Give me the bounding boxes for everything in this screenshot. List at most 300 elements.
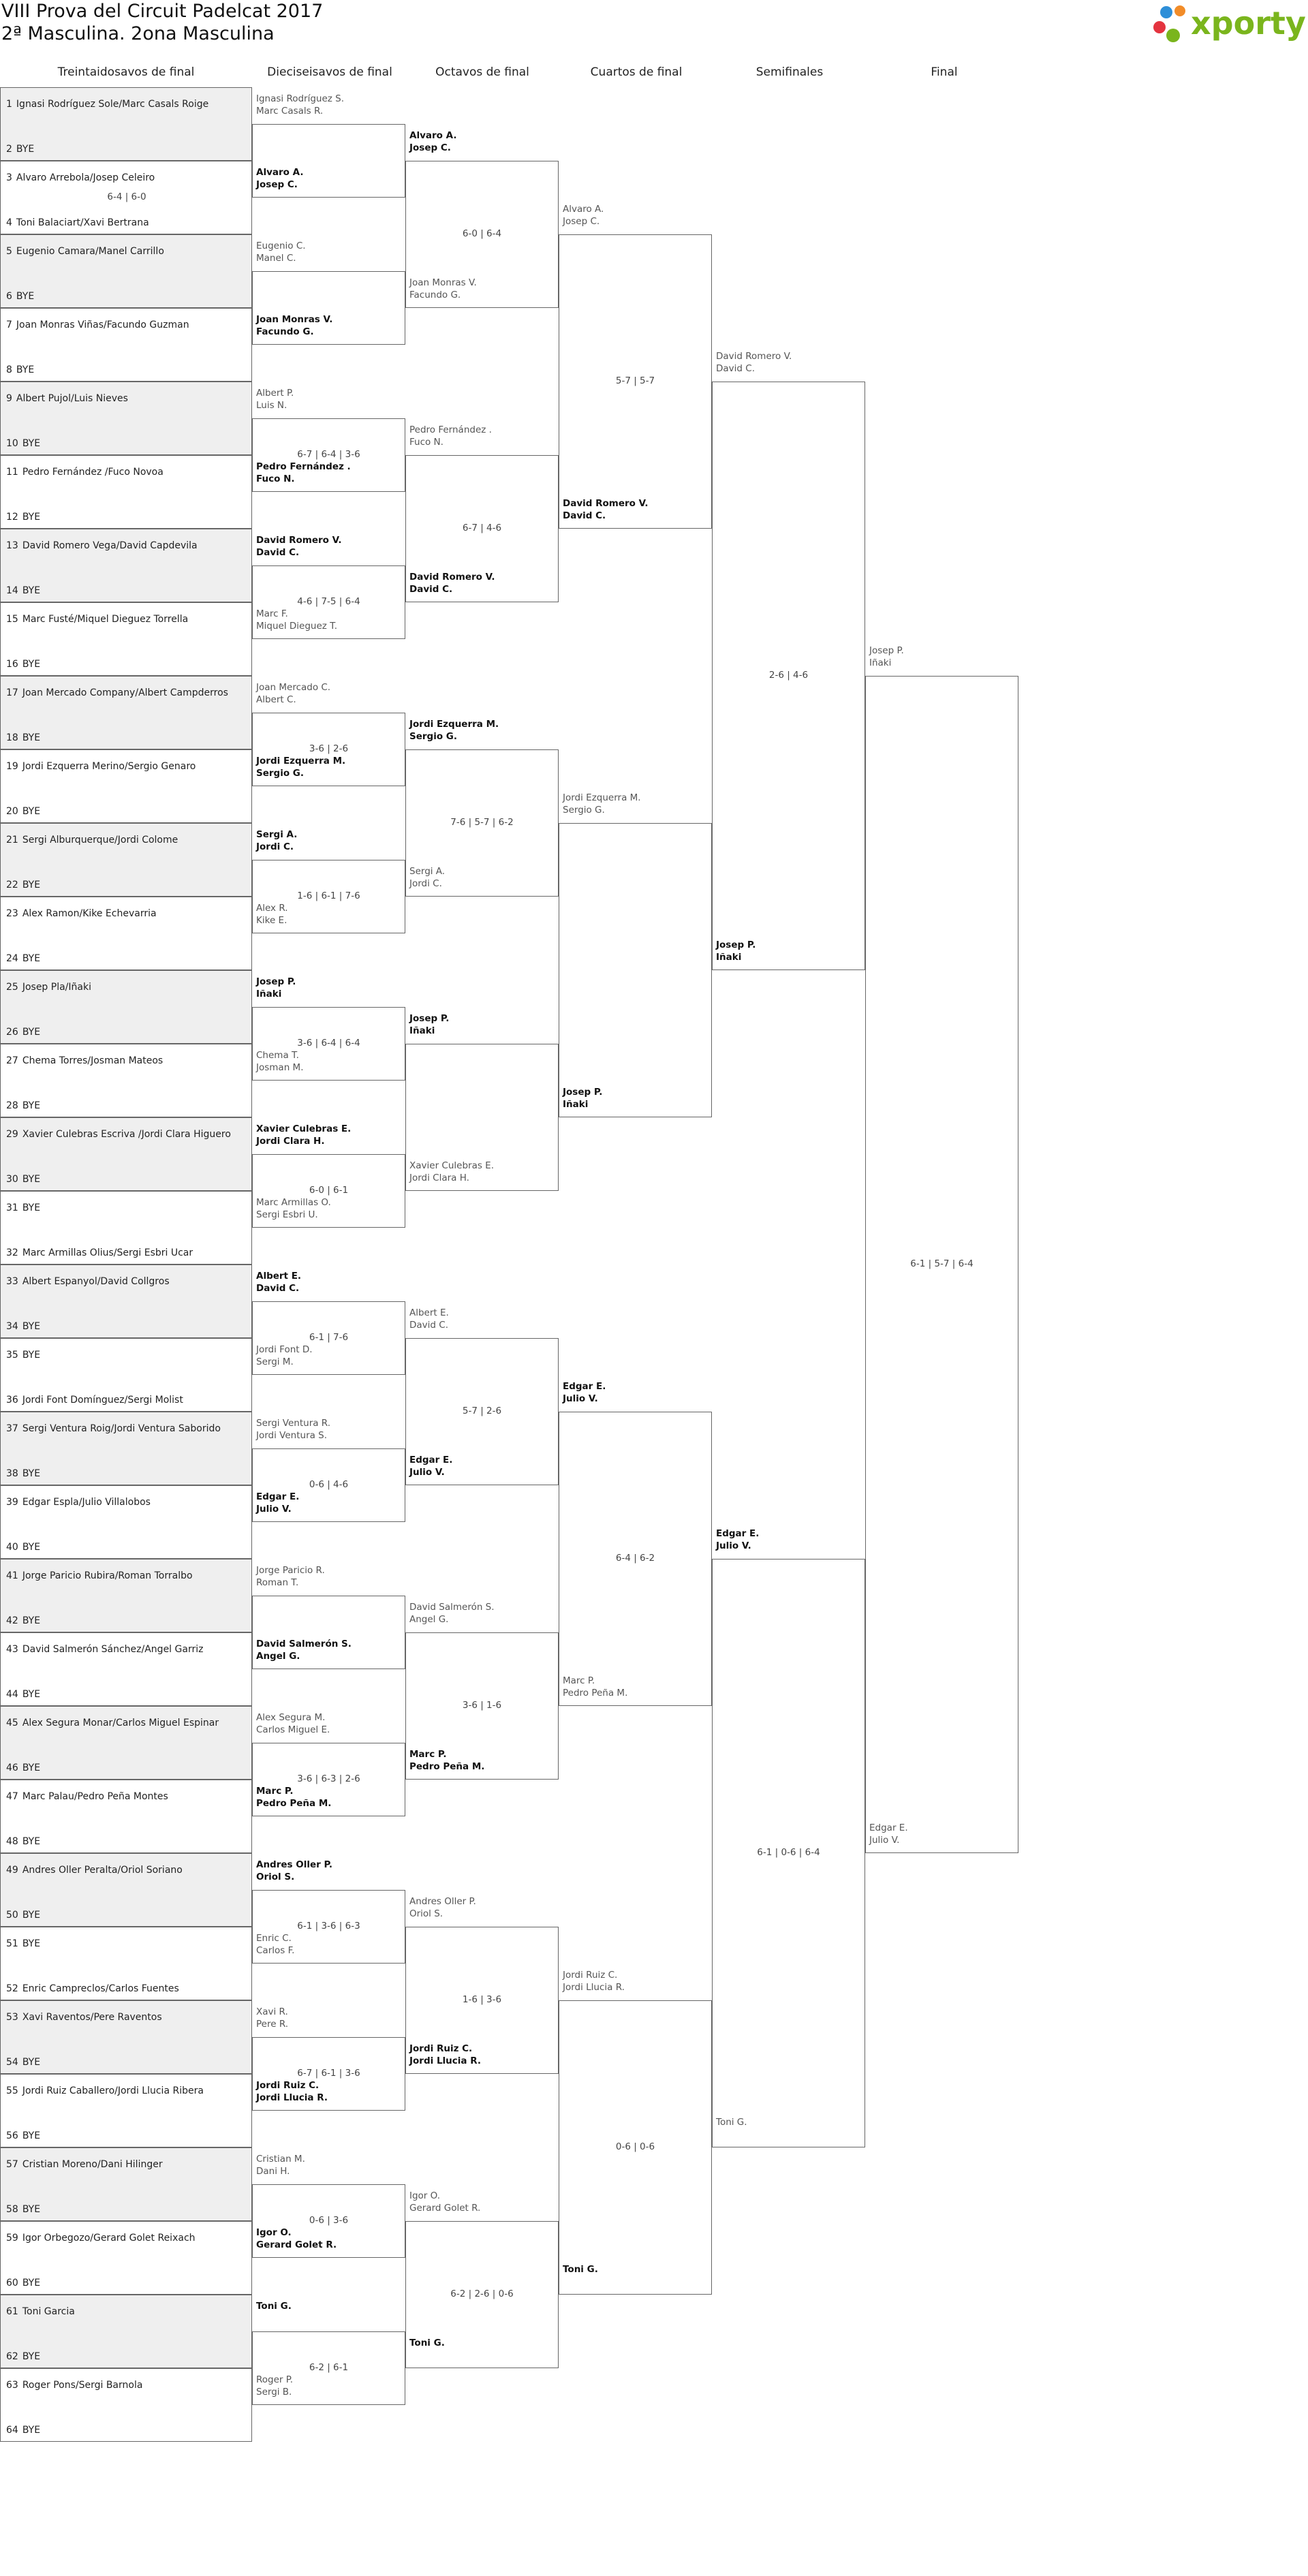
slot-entry bbox=[6, 291, 34, 302]
slot-entry bbox=[6, 1468, 40, 1479]
seed-number: 57 bbox=[6, 2159, 18, 2170]
slot-entry bbox=[6, 2012, 162, 2023]
slot-entry bbox=[6, 2278, 40, 2288]
first-round-slot bbox=[0, 1927, 252, 2000]
team-bottom: Marc P. Pedro Peña M. bbox=[409, 1749, 485, 1772]
team-name: BYE bbox=[22, 1100, 41, 1111]
round-header: Octavos de final bbox=[435, 65, 529, 79]
slot-entry bbox=[6, 1395, 183, 1406]
team-bottom: David Salmerón S. Angel G. bbox=[256, 1639, 352, 1662]
team-top: Jordi Ezquerra M. Sergio G. bbox=[563, 792, 641, 816]
slot-entry bbox=[6, 2233, 196, 2244]
slot-entry bbox=[6, 2130, 40, 2141]
first-round-slot bbox=[0, 897, 252, 970]
team-name: Jorge Paricio Rubira/Roman Torralbo bbox=[22, 1570, 193, 1581]
team-name: Alex Ramon/Kike Echevarria bbox=[22, 908, 157, 919]
match-score: 6-1 | 0-6 | 6-4 bbox=[757, 1847, 820, 1858]
team-bottom: David Romero V. David C. bbox=[563, 498, 649, 521]
team-name: Xavi Raventos/Pere Raventos bbox=[22, 2012, 162, 2023]
team-bottom: Edgar E. Julio V. bbox=[256, 1491, 300, 1515]
match-score: 5-7 | 5-7 bbox=[615, 375, 655, 386]
team-top: Cristian M. Dani H. bbox=[256, 2154, 305, 2177]
team-name: BYE bbox=[22, 1689, 41, 1700]
match-score: 6-1 | 7-6 bbox=[309, 1332, 349, 1343]
match-score: 6-7 | 4-6 bbox=[462, 523, 502, 533]
slot-entry bbox=[6, 982, 91, 993]
team-name: Alvaro Arrebola/Josep Celeiro bbox=[16, 172, 155, 183]
team-name: Marc Palau/Pedro Peña Montes bbox=[22, 1791, 168, 1802]
team-bottom: Jordi Ruiz C. Jordi Llucia R. bbox=[409, 2043, 482, 2066]
team-name: BYE bbox=[22, 438, 41, 449]
seed-number: 35 bbox=[6, 1350, 18, 1361]
first-round-slot bbox=[0, 529, 252, 602]
slot-entry bbox=[6, 1055, 163, 1066]
team-top: Sergi Ventura R. Jordi Ventura S. bbox=[256, 1418, 331, 1441]
seed-number: 31 bbox=[6, 1202, 18, 1213]
team-name: BYE bbox=[22, 1027, 41, 1038]
slot-entry bbox=[6, 880, 40, 890]
first-round-slot bbox=[0, 749, 252, 823]
seed-number: 38 bbox=[6, 1468, 18, 1479]
round-header: Cuartos de final bbox=[590, 65, 683, 79]
first-round-slot bbox=[0, 676, 252, 749]
first-round-slot bbox=[0, 1117, 252, 1191]
team-name: BYE bbox=[22, 2204, 41, 2215]
team-bottom: Pedro Fernández . Fuco N. bbox=[256, 461, 351, 484]
slot-entry bbox=[6, 1276, 170, 1287]
slot-entry bbox=[6, 1497, 151, 1508]
team-name: Edgar Espla/Julio Villalobos bbox=[22, 1497, 151, 1508]
team-bottom: Igor O. Gerard Golet R. bbox=[256, 2227, 337, 2250]
seed-number: 58 bbox=[6, 2204, 18, 2215]
slot-entry bbox=[6, 1983, 179, 1994]
seed-number: 14 bbox=[6, 585, 18, 596]
slot-entry bbox=[6, 512, 40, 523]
seed-number: 13 bbox=[6, 540, 18, 551]
slot-entry bbox=[6, 2306, 75, 2317]
team-name: Jordi Ruiz Caballero/Jordi Llucia Ribera bbox=[22, 2085, 204, 2096]
team-bottom: Jordi Ruiz C. Jordi Llucia R. bbox=[256, 2080, 328, 2103]
slot-entry bbox=[6, 1542, 40, 1553]
first-round-slot bbox=[0, 2295, 252, 2368]
match-score: 6-4 | 6-2 bbox=[615, 1553, 655, 1564]
team-bottom: Edgar E. Julio V. bbox=[409, 1455, 453, 1478]
team-top: Edgar E. Julio V. bbox=[563, 1381, 606, 1404]
match-score: 6-2 | 6-1 bbox=[309, 2362, 349, 2373]
team-name: BYE bbox=[22, 2425, 41, 2436]
seed-number: 62 bbox=[6, 2351, 18, 2362]
slot-entry bbox=[6, 320, 189, 330]
slot-entry bbox=[6, 1938, 40, 1949]
match-score: 1-6 | 3-6 bbox=[462, 1994, 502, 2005]
team-top: Xavi R. Pere R. bbox=[256, 2006, 289, 2030]
seed-number: 54 bbox=[6, 2057, 18, 2068]
slot-entry bbox=[6, 2380, 142, 2391]
team-name: Enric Campreclos/Carlos Fuentes bbox=[22, 1983, 179, 1994]
seed-number: 59 bbox=[6, 2233, 18, 2244]
logo-dot-orange-icon bbox=[1174, 5, 1185, 16]
seed-number: 21 bbox=[6, 835, 18, 845]
slot-entry bbox=[6, 1615, 40, 1626]
seed-number: 60 bbox=[6, 2278, 18, 2288]
slot-entry bbox=[6, 2057, 40, 2068]
team-name: BYE bbox=[22, 806, 41, 817]
team-name: BYE bbox=[22, 2130, 41, 2141]
slot-entry bbox=[6, 467, 164, 478]
team-name: Xavier Culebras Escriva /Jordi Clara Higuero bbox=[22, 1129, 231, 1140]
team-name: BYE bbox=[22, 2351, 41, 2362]
team-top: Jorge Paricio R. Roman T. bbox=[256, 1565, 325, 1588]
slot-entry bbox=[6, 732, 40, 743]
seed-number: 45 bbox=[6, 1718, 18, 1728]
seed-number: 47 bbox=[6, 1791, 18, 1802]
team-top: Eugenio C. Manel C. bbox=[256, 240, 306, 264]
slot-entry bbox=[6, 1100, 40, 1111]
team-name: David Salmerón Sánchez/Angel Garriz bbox=[22, 1644, 204, 1655]
team-name: BYE bbox=[22, 1202, 41, 1213]
team-top: Albert P. Luis N. bbox=[256, 388, 294, 411]
seed-number: 16 bbox=[6, 659, 18, 670]
team-top: Albert E. David C. bbox=[256, 1271, 302, 1294]
team-top: Jordi Ezquerra M. Sergio G. bbox=[409, 719, 499, 742]
first-round-slot bbox=[0, 455, 252, 529]
seed-number: 55 bbox=[6, 2085, 18, 2096]
team-name: Joan Mercado Company/Albert Campderros bbox=[22, 687, 228, 698]
slot-entry bbox=[6, 2351, 40, 2362]
seed-number: 22 bbox=[6, 880, 18, 890]
team-name: Alex Segura Monar/Carlos Miguel Espinar bbox=[22, 1718, 219, 1728]
team-name: BYE bbox=[22, 2057, 41, 2068]
team-top: Alvaro A. Josep C. bbox=[409, 130, 457, 153]
match-score: 6-0 | 6-1 bbox=[309, 1185, 349, 1196]
seed-number: 19 bbox=[6, 761, 18, 772]
team-name: BYE bbox=[22, 880, 41, 890]
slot-entry bbox=[6, 540, 198, 551]
team-bottom: Jordi Ezquerra M. Sergio G. bbox=[256, 756, 346, 779]
first-round-slot bbox=[0, 1191, 252, 1264]
slot-entry bbox=[6, 246, 164, 257]
first-round-slot bbox=[0, 1338, 252, 1412]
match-score: 7-6 | 5-7 | 6-2 bbox=[450, 817, 514, 828]
match-score: 0-6 | 0-6 bbox=[615, 2141, 655, 2152]
team-top: Jordi Ruiz C. Jordi Llucia R. bbox=[563, 1970, 625, 1993]
first-round-slot bbox=[0, 2368, 252, 2442]
team-top: David Romero V. David C. bbox=[256, 535, 342, 558]
slot-entry bbox=[6, 908, 157, 919]
slot-entry bbox=[6, 1865, 183, 1876]
first-round-slot bbox=[0, 2000, 252, 2074]
seed-number: 12 bbox=[6, 512, 18, 523]
team-bottom: Enric C. Carlos F. bbox=[256, 1933, 295, 1956]
match-score: 3-6 | 2-6 bbox=[309, 743, 349, 754]
seed-number: 63 bbox=[6, 2380, 18, 2391]
match-score: 6-2 | 2-6 | 0-6 bbox=[450, 2288, 514, 2299]
seed-number: 2 bbox=[6, 144, 12, 155]
slot-entry bbox=[6, 1791, 168, 1802]
slot-entry bbox=[6, 953, 40, 964]
seed-number: 64 bbox=[6, 2425, 18, 2436]
slot-entry bbox=[6, 585, 40, 596]
slot-entry bbox=[6, 1350, 40, 1361]
slot-entry bbox=[6, 835, 178, 845]
team-name: Sergi Alburquerque/Jordi Colome bbox=[22, 835, 178, 845]
round-header: Final bbox=[931, 65, 958, 79]
first-round-slot bbox=[0, 1853, 252, 1927]
slot-entry bbox=[6, 2204, 40, 2215]
first-round-slot bbox=[0, 1044, 252, 1117]
team-name: BYE bbox=[22, 659, 41, 670]
team-name: Igor Orbegozo/Gerard Golet Reixach bbox=[22, 2233, 196, 2244]
team-bottom: Chema T. Josman M. bbox=[256, 1050, 304, 1073]
team-bottom: Toni G. bbox=[409, 2338, 445, 2348]
team-bottom: Joan Monras V. Facundo G. bbox=[256, 314, 333, 337]
team-top: Edgar E. Julio V. bbox=[716, 1528, 760, 1551]
round-header: Treintaidosavos de final bbox=[57, 65, 195, 79]
slot-entry bbox=[6, 1423, 221, 1434]
team-top: Andres Oller P. Oriol S. bbox=[409, 1896, 476, 1919]
team-name: Roger Pons/Sergi Barnola bbox=[22, 2380, 143, 2391]
first-round-slot bbox=[0, 823, 252, 897]
logo-dot-blue-icon bbox=[1160, 6, 1172, 18]
team-name: BYE bbox=[22, 1321, 41, 1332]
logo-dot-green-icon bbox=[1166, 29, 1180, 42]
team-top: David Salmerón S. Angel G. bbox=[409, 1602, 495, 1625]
team-name: Eugenio Camara/Manel Carrillo bbox=[16, 246, 164, 257]
team-top: Josep P. Iñaki bbox=[256, 976, 296, 999]
team-name: Andres Oller Peralta/Oriol Soriano bbox=[22, 1865, 183, 1876]
team-name: BYE bbox=[22, 1615, 41, 1626]
match-score: 4-6 | 7-5 | 6-4 bbox=[297, 596, 360, 607]
match-score: 6-0 | 6-4 bbox=[462, 228, 502, 239]
seed-number: 36 bbox=[6, 1395, 18, 1406]
seed-number: 11 bbox=[6, 467, 18, 478]
team-name: BYE bbox=[22, 1763, 41, 1773]
first-round-slot bbox=[0, 602, 252, 676]
team-name: BYE bbox=[22, 732, 41, 743]
slot-entry bbox=[6, 1321, 40, 1332]
seed-number: 3 bbox=[6, 172, 12, 183]
team-bottom: Josep P. Iñaki bbox=[563, 1087, 603, 1110]
slot-entry bbox=[6, 1644, 203, 1655]
team-name: BYE bbox=[16, 364, 35, 375]
seed-number: 18 bbox=[6, 732, 18, 743]
team-name: Marc Armillas Olius/Sergi Esbri Ucar bbox=[22, 1247, 193, 1258]
match-score: 3-6 | 6-3 | 2-6 bbox=[297, 1773, 360, 1784]
team-top: Alvaro A. Josep C. bbox=[563, 204, 604, 227]
slot-entry bbox=[6, 2159, 163, 2170]
seed-number: 40 bbox=[6, 1542, 18, 1553]
match-score: 3-6 | 6-4 | 6-4 bbox=[297, 1038, 360, 1049]
seed-number: 50 bbox=[6, 1910, 18, 1921]
team-bottom: Xavier Culebras E. Jordi Clara H. bbox=[409, 1160, 494, 1183]
team-name: Jordi Font Domínguez/Sergi Molist bbox=[22, 1395, 183, 1406]
logo-text: xporty bbox=[1191, 5, 1306, 42]
first-round-slot bbox=[0, 382, 252, 455]
team-bottom: Marc P. Pedro Peña M. bbox=[563, 1675, 628, 1698]
team-top: Josep P. Iñaki bbox=[409, 1013, 450, 1036]
slot-entry bbox=[6, 99, 208, 110]
team-top: Josep P. Iñaki bbox=[869, 645, 904, 668]
seed-number: 61 bbox=[6, 2306, 18, 2317]
slot-entry bbox=[6, 144, 34, 155]
seed-number: 42 bbox=[6, 1615, 18, 1626]
seed-number: 4 bbox=[6, 217, 12, 228]
first-round-slot bbox=[0, 970, 252, 1044]
team-bottom: Roger P. Sergi B. bbox=[256, 2374, 294, 2397]
seed-number: 23 bbox=[6, 908, 18, 919]
seed-number: 43 bbox=[6, 1644, 18, 1655]
team-name: Joan Monras Viñas/Facundo Guzman bbox=[16, 320, 189, 330]
slot-entry bbox=[6, 1763, 40, 1773]
match-score: 6-4 | 6-0 bbox=[107, 191, 146, 202]
seed-number: 44 bbox=[6, 1689, 18, 1700]
team-name: BYE bbox=[22, 512, 41, 523]
first-round-slot bbox=[0, 1706, 252, 1780]
logo-dot-red-icon bbox=[1153, 21, 1166, 33]
seed-number: 41 bbox=[6, 1570, 18, 1581]
team-name: BYE bbox=[22, 1542, 41, 1553]
seed-number: 49 bbox=[6, 1865, 18, 1876]
team-bottom: Toni G. bbox=[563, 2264, 598, 2275]
seed-number: 15 bbox=[6, 614, 18, 625]
team-name: David Romero Vega/David Capdevila bbox=[22, 540, 198, 551]
slot-entry bbox=[6, 172, 155, 183]
xporty-logo bbox=[1151, 3, 1308, 46]
team-top: Ignasi Rodríguez S. Marc Casals R. bbox=[256, 93, 345, 117]
match-score: 6-7 | 6-1 | 3-6 bbox=[297, 2068, 360, 2079]
team-name: Marc Fusté/Miquel Dieguez Torrella bbox=[22, 614, 189, 625]
seed-number: 20 bbox=[6, 806, 18, 817]
team-top: Toni G. bbox=[256, 2301, 292, 2312]
seed-number: 34 bbox=[6, 1321, 18, 1332]
match-box bbox=[559, 823, 712, 1117]
team-name: Cristian Moreno/Dani Hilinger bbox=[22, 2159, 163, 2170]
first-round-slot bbox=[0, 161, 252, 234]
slot-entry bbox=[6, 1718, 219, 1728]
seed-number: 28 bbox=[6, 1100, 18, 1111]
first-round-slot bbox=[0, 1632, 252, 1706]
slot-entry bbox=[6, 2085, 204, 2096]
tournament-title: VIII Prova del Circuit Padelcat 2017 bbox=[1, 1, 324, 22]
slot-entry bbox=[6, 806, 40, 817]
team-top: Alex Segura M. Carlos Miguel E. bbox=[256, 1712, 330, 1735]
slot-entry bbox=[6, 217, 149, 228]
team-bottom: Sergi A. Jordi C. bbox=[409, 866, 446, 889]
seed-number: 6 bbox=[6, 291, 12, 302]
team-name: Toni Balaciart/Xavi Bertrana bbox=[16, 217, 149, 228]
seed-number: 30 bbox=[6, 1174, 18, 1185]
slot-entry bbox=[6, 1836, 40, 1847]
slot-entry bbox=[6, 393, 128, 404]
team-name: Toni Garcia bbox=[22, 2306, 75, 2317]
slot-entry bbox=[6, 2425, 40, 2436]
team-top: Igor O. Gerard Golet R. bbox=[409, 2190, 481, 2214]
team-top: Joan Mercado C. Albert C. bbox=[256, 682, 331, 705]
team-top: Albert E. David C. bbox=[409, 1307, 449, 1331]
first-round-slot bbox=[0, 2074, 252, 2147]
first-round-slot bbox=[0, 234, 252, 308]
first-round-slot bbox=[0, 87, 252, 161]
seed-number: 10 bbox=[6, 438, 18, 449]
team-name: BYE bbox=[22, 1350, 41, 1361]
match-score: 0-6 | 3-6 bbox=[309, 2215, 349, 2226]
team-top: David Romero V. David C. bbox=[716, 351, 792, 374]
match-score: 0-6 | 4-6 bbox=[309, 1479, 349, 1490]
team-name: BYE bbox=[22, 1174, 41, 1185]
team-bottom: Marc Armillas O. Sergi Esbri U. bbox=[256, 1197, 331, 1220]
slot-entry bbox=[6, 1910, 40, 1921]
first-round-slot bbox=[0, 1485, 252, 1559]
round-header: Dieciseisavos de final bbox=[267, 65, 392, 79]
team-name: BYE bbox=[22, 1938, 41, 1949]
team-bottom: Marc P. Pedro Peña M. bbox=[256, 1786, 332, 1809]
first-round-slot bbox=[0, 1559, 252, 1632]
team-top: Sergi A. Jordi C. bbox=[256, 829, 298, 852]
team-bottom: Alvaro A. Josep C. bbox=[256, 167, 304, 190]
team-top: Pedro Fernández . Fuco N. bbox=[409, 424, 492, 448]
team-name: Chema Torres/Josman Mateos bbox=[22, 1055, 164, 1066]
seed-number: 51 bbox=[6, 1938, 18, 1949]
match-score: 1-6 | 6-1 | 7-6 bbox=[297, 890, 360, 901]
team-name: BYE bbox=[16, 291, 35, 302]
team-bottom: David Romero V. David C. bbox=[409, 572, 495, 595]
seed-number: 24 bbox=[6, 953, 18, 964]
team-name: Albert Espanyol/David Collgros bbox=[22, 1276, 170, 1287]
team-bottom: Toni G. bbox=[716, 2117, 747, 2128]
team-top: Andres Oller P. Oriol S. bbox=[256, 1859, 333, 1882]
team-name: BYE bbox=[22, 1836, 41, 1847]
team-top: Xavier Culebras E. Jordi Clara H. bbox=[256, 1123, 352, 1147]
category-title: 2ª Masculina. 2ona Masculina bbox=[1, 23, 275, 44]
round-header: Semifinales bbox=[756, 65, 824, 79]
first-round-slot bbox=[0, 2147, 252, 2221]
seed-number: 29 bbox=[6, 1129, 18, 1140]
seed-number: 5 bbox=[6, 246, 12, 257]
seed-number: 17 bbox=[6, 687, 18, 698]
seed-number: 46 bbox=[6, 1763, 18, 1773]
seed-number: 9 bbox=[6, 393, 12, 404]
first-round-slot bbox=[0, 308, 252, 382]
first-round-slot bbox=[0, 1780, 252, 1853]
slot-entry bbox=[6, 1129, 231, 1140]
team-bottom: Joan Monras V. Facundo G. bbox=[409, 277, 477, 300]
team-name: Pedro Fernández /Fuco Novoa bbox=[22, 467, 164, 478]
team-name: BYE bbox=[22, 2278, 41, 2288]
team-bottom: Marc F. Miquel Dieguez T. bbox=[256, 608, 338, 632]
match-score: 5-7 | 2-6 bbox=[462, 1406, 502, 1416]
seed-number: 53 bbox=[6, 2012, 18, 2023]
team-bottom: Alex R. Kike E. bbox=[256, 903, 288, 926]
team-name: Josep Pla/Iñaki bbox=[22, 982, 91, 993]
team-bottom: Josep P. Iñaki bbox=[716, 940, 756, 963]
slot-entry bbox=[6, 1202, 40, 1213]
team-bottom: Jordi Font D. Sergi M. bbox=[256, 1344, 313, 1367]
slot-entry bbox=[6, 1570, 193, 1581]
seed-number: 25 bbox=[6, 982, 18, 993]
team-bottom: Edgar E. Julio V. bbox=[869, 1822, 908, 1846]
slot-entry bbox=[6, 659, 40, 670]
team-name: BYE bbox=[22, 1910, 41, 1921]
first-round-slot bbox=[0, 1412, 252, 1485]
match-score: 6-1 | 3-6 | 6-3 bbox=[297, 1921, 360, 1931]
first-round-slot bbox=[0, 1264, 252, 1338]
team-name: Jordi Ezquerra Merino/Sergio Genaro bbox=[22, 761, 196, 772]
team-name: BYE bbox=[22, 953, 41, 964]
slot-entry bbox=[6, 1027, 40, 1038]
slot-entry bbox=[6, 1689, 40, 1700]
slot-entry bbox=[6, 687, 228, 698]
seed-number: 32 bbox=[6, 1247, 18, 1258]
